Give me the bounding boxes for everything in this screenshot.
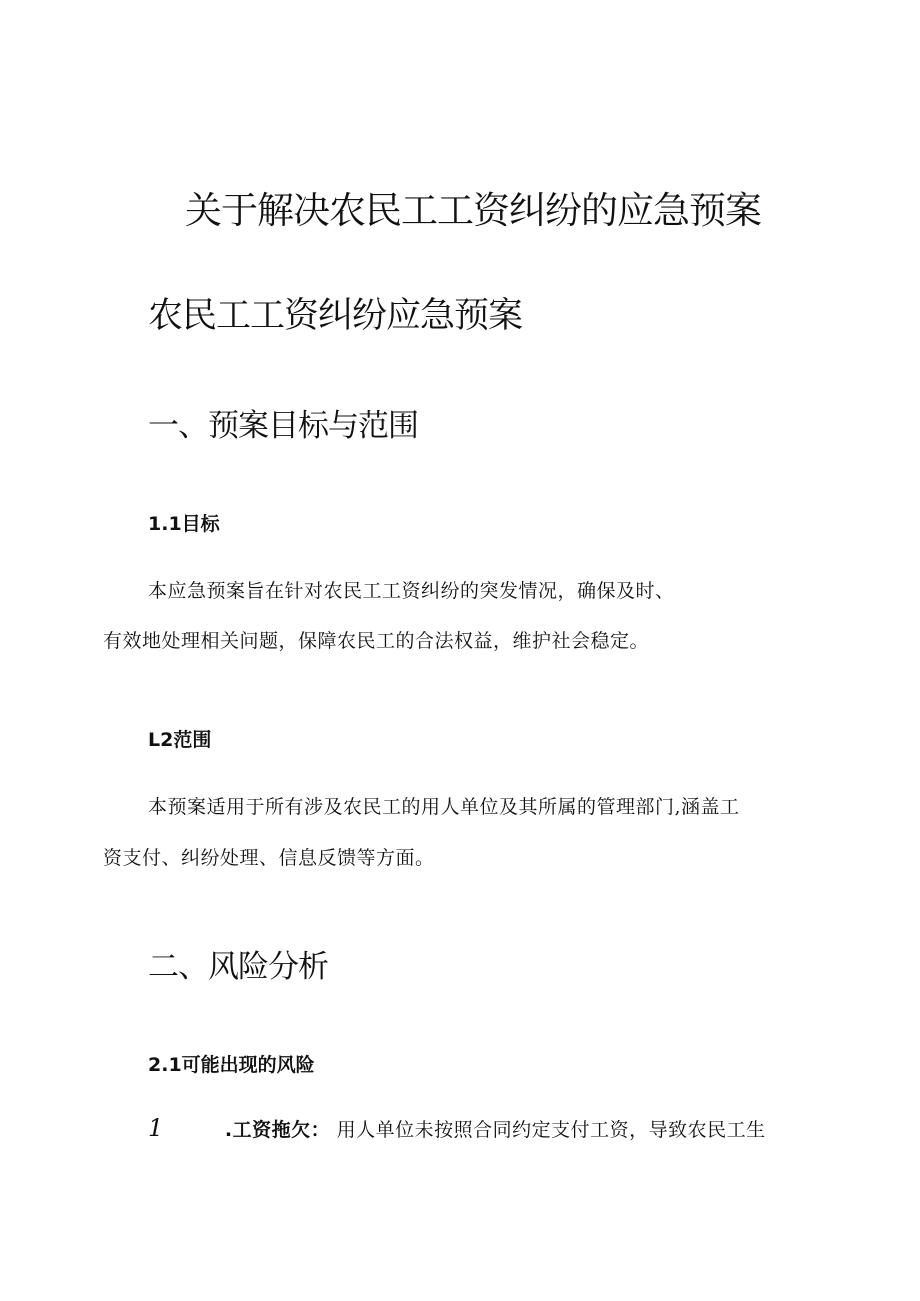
section-1-2-line-1: 本预案适用于所有涉及农民工的用人单位及其所属的管理部门,涵盖工: [148, 796, 740, 818]
section-1-2-line-2: 资支付、纠纷处理、信息反馈等方面。: [103, 847, 435, 869]
risk-item-text: 用人单位未按照合同约定支付工资，导致农民工生: [336, 1119, 766, 1141]
risk-item: [148, 1114, 766, 1142]
section-2-heading: 二、风险分析: [148, 949, 328, 985]
risk-item-number: 1: [148, 1114, 164, 1142]
section-2-1-heading: 2.1可能出现的风险: [148, 1054, 315, 1076]
section-1-1-line-2: 有效地处理相关问题，保障农民工的合法权益，维护社会稳定。: [103, 630, 650, 652]
section-1-heading: 一、预案目标与范围: [148, 408, 418, 444]
document-title: 关于解决农民工工资纠纷的应急预案: [185, 189, 761, 232]
document-subtitle: 农民工工资纠纷应急预案: [148, 296, 523, 336]
section-1-2-heading: L2范围: [148, 729, 212, 751]
section-1-1-line-1: 本应急预案旨在针对农民工工资纠纷的突发情况，确保及时、: [148, 580, 675, 602]
risk-item-label: .工资拖欠：: [224, 1119, 331, 1141]
section-1-1-heading: 1.1目标: [148, 513, 220, 535]
